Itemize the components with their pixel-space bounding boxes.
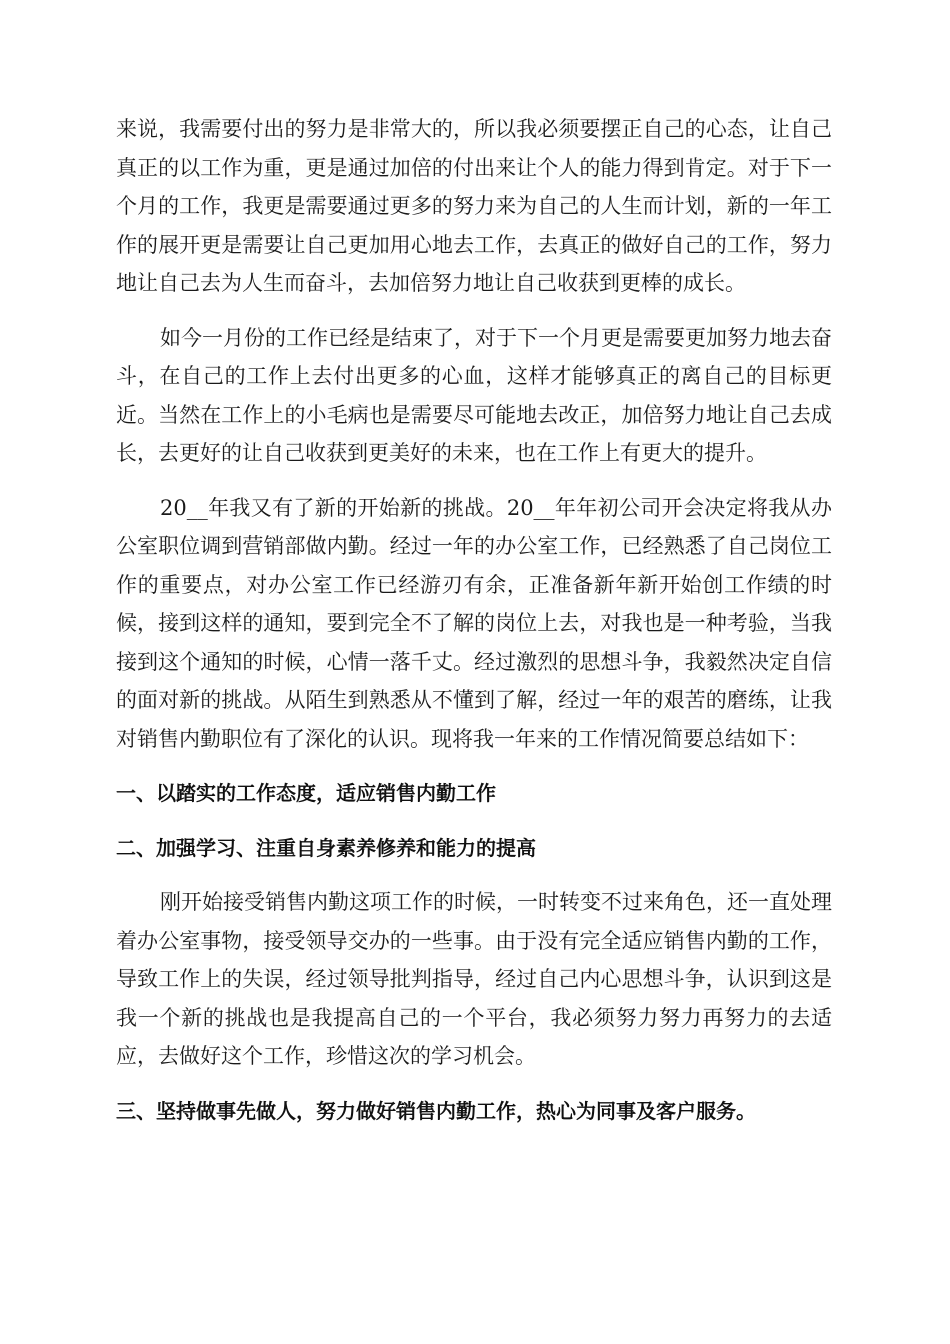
section-heading-3: 三、坚持做事先做人，努力做好销售内勤工作，热心为同事及客户服务。 [116, 1098, 756, 1123]
section-heading-1: 一、以踏实的工作态度，适应销售内勤工作 [116, 781, 496, 805]
paragraph-continuation: 来说，我需要付出的努力是非常大的，所以我必须要摆正自己的心态，让自己真正的以工作为重，更是通过加倍的付出来让个人的能力得到肯定。对于下一个月的工作，我更是需要通过更多的努力来为自己的人生而计划，新的一年工作的展开更是需要让自己更加用心地去工作，去真正的做好自己的工作，努力地让自己去为人生而奋斗，去加倍努力地让自己收获到更棒的成长。 [116, 117, 832, 295]
document-page [116, 110, 832, 1146]
paragraph-learning: 刚开始接受销售内勤这项工作的时候，一时转变不过来角色，还一直处理着办公室事物，接受领导交办的一些事。由于没有完全适应销售内勤的工作，导致工作上的失误，经过领导批判指导，经过自己内心思想斗争，认识到这是我一个新的挑战也是我提高自己的一个平台，我必须努力努力再努力的去适应，去做好这个工作，珍惜这次的学习机会。 [116, 890, 832, 1068]
paragraph-january-summary: 如今一月份的工作已经是结束了，对于下一个月更是需要更加努力地去奋斗，在自己的工作上去付出更多的心血，这样才能够真正的离自己的目标更近。当然在工作上的小毛病也是需要尽可能地去改正，加倍努力地让自己去成长，去更好的让自己收获到更美好的未来，也在工作上有更大的提升。 [116, 325, 832, 465]
paragraph-new-challenge: 20__年我又有了新的开始新的挑战。20__年年初公司开会决定将我从办公室职位调到营销部做内勤。经过一年的办公室工作，已经熟悉了自己岗位工作的重要点，对办公室工作已经游刃有余，正准备新年新开始创工作绩的时候，接到这样的通知，要到完全不了解的岗位上去，对我也是一种考验，当我接到这个通知的时候，心情一落千丈。经过激烈的思想斗争，我毅然决定自信的面对新的挑战。从陌生到熟悉从不懂到了解，经过一年的艰苦的磨练，让我对销售内勤职位有了深化的认识。现将我一年来的工作情况简要总结如下： [116, 495, 832, 751]
section-heading-2: 二、加强学习、注重自身素养修养和能力的提高 [116, 835, 536, 860]
